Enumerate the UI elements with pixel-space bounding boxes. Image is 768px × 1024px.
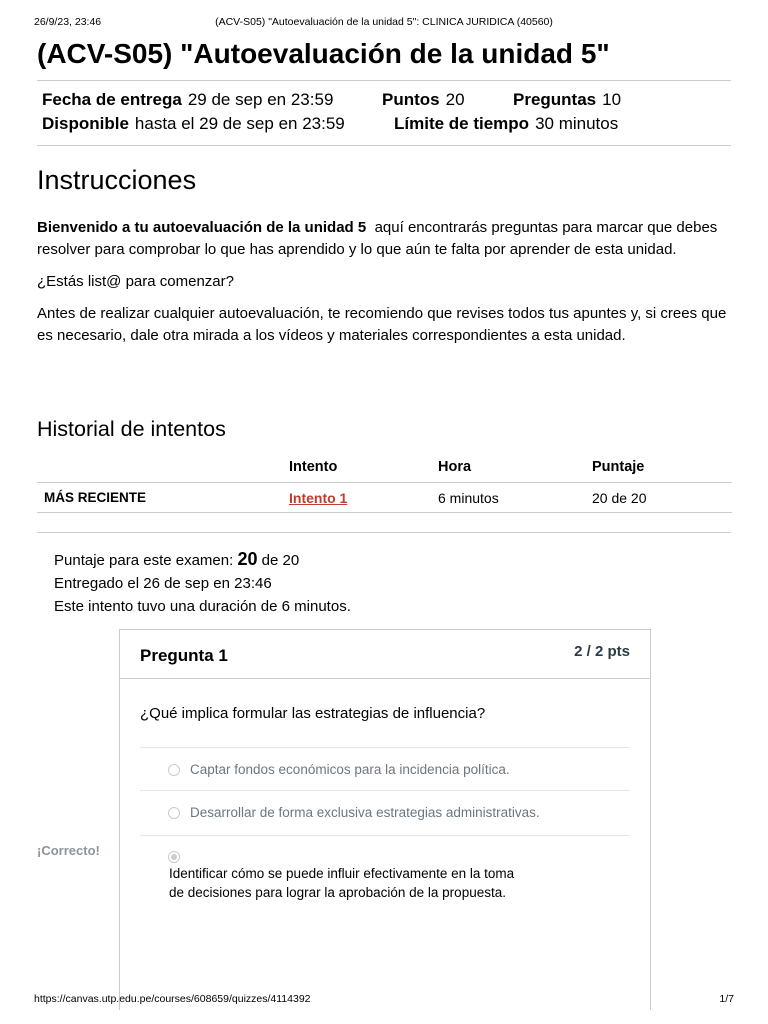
meta-time-limit bbox=[394, 114, 618, 134]
history-col-attempt: Intento bbox=[289, 452, 438, 483]
meta-divider bbox=[37, 145, 731, 146]
answer-option[interactable] bbox=[140, 790, 630, 836]
instructions-heading: Instrucciones bbox=[37, 165, 197, 195]
meta-questions-value: 10 bbox=[602, 90, 622, 109]
instructions-intro-bold: Bienvenido a tu autoevaluación de la unidad 5 bbox=[37, 219, 367, 236]
answer-label: Desarrollar de forma exclusiva estrategias administrativas. bbox=[190, 805, 540, 820]
meta-available-value: hasta el 29 de sep en 23:59 bbox=[134, 114, 345, 133]
submitted-line: Entregado el 26 de sep en 23:46 bbox=[54, 575, 272, 592]
quiz-title: (ACV-S05) "Autoevaluación de la unidad 5" bbox=[37, 38, 610, 69]
meta-due-value: 29 de sep en 23:59 bbox=[187, 90, 334, 109]
history-heading: Historial de intentos bbox=[37, 417, 226, 441]
meta-time-limit-value: 30 minutos bbox=[535, 114, 619, 133]
print-footer bbox=[34, 993, 734, 1007]
correct-tag: ¡Correcto! bbox=[37, 843, 104, 858]
print-header bbox=[34, 16, 734, 30]
instructions-intro-rest: aquí encontrarás preguntas para marcar que debes resolver para comprobar lo que has aprendido y lo que aún te falta por aprender de esta unidad. bbox=[37, 219, 718, 258]
score-value: 20 bbox=[237, 549, 258, 569]
history-col-label bbox=[37, 452, 289, 483]
meta-available bbox=[42, 114, 345, 134]
history-row-label: MÁS RECIENTE bbox=[37, 483, 289, 513]
print-date: 26/9/23, 23:46 bbox=[34, 16, 102, 28]
table-row bbox=[37, 483, 732, 513]
question-name: Pregunta 1 bbox=[140, 646, 228, 665]
meta-questions-label: Preguntas bbox=[513, 90, 597, 109]
print-url: https://canvas.utp.edu.pe/courses/608659/quizzes/4114392 bbox=[34, 993, 311, 1005]
question-points: 2 / 2 pts bbox=[574, 643, 630, 660]
score-label: Puntaje para este examen: bbox=[54, 552, 234, 569]
radio-selected-icon bbox=[168, 851, 180, 863]
title-divider bbox=[37, 80, 731, 81]
meta-due-label: Fecha de entrega bbox=[42, 90, 182, 109]
radio-icon bbox=[168, 807, 180, 819]
history-col-score: Puntaje bbox=[592, 452, 732, 483]
answer-option-correct[interactable] bbox=[140, 835, 630, 916]
history-row-attempt-cell bbox=[289, 483, 438, 513]
instructions-paragraph bbox=[37, 217, 728, 261]
meta-available-label: Disponible bbox=[42, 114, 129, 133]
question-card bbox=[119, 629, 651, 1010]
print-doc-title: (ACV-S05) "Autoevaluación de la unidad 5": CLINICA JURIDICA (40560) bbox=[215, 16, 553, 28]
score-summary bbox=[54, 548, 351, 618]
question-text: ¿Qué implica formular las estrategias de influencia? bbox=[140, 705, 486, 722]
meta-time-limit-label: Límite de tiempo bbox=[394, 114, 530, 133]
meta-questions bbox=[513, 90, 621, 110]
meta-due bbox=[42, 90, 333, 110]
attempt-link[interactable]: Intento 1 bbox=[289, 489, 348, 506]
history-bottom-divider bbox=[37, 532, 731, 533]
radio-icon bbox=[168, 764, 180, 776]
history-row-score: 20 de 20 bbox=[592, 483, 732, 513]
instructions-body bbox=[37, 217, 728, 357]
history-header-row bbox=[37, 452, 732, 483]
answer-option[interactable] bbox=[140, 747, 630, 791]
duration-line: Este intento tuvo una duración de 6 minutos. bbox=[54, 598, 351, 615]
history-table bbox=[37, 452, 732, 513]
history-col-time: Hora bbox=[438, 452, 592, 483]
history-row-time: 6 minutos bbox=[438, 483, 592, 513]
instructions-paragraph: ¿Estás list@ para comenzar? bbox=[37, 273, 234, 290]
instructions-paragraph: Antes de realizar cualquier autoevaluación, te recomiendo que revises todos tus apuntes y, si crees que es necesario, dale otra mirada a los vídeos y materiales correspondientes a esta unidad. bbox=[37, 305, 727, 344]
score-total: de 20 bbox=[261, 552, 300, 569]
answer-label: Identificar cómo se puede influir efectivamente en la toma de decisiones para lograr la aprobación de la propuesta. bbox=[169, 866, 515, 900]
meta-points bbox=[382, 90, 465, 110]
answer-label: Captar fondos económicos para la incidencia política. bbox=[190, 762, 510, 777]
meta-points-label: Puntos bbox=[382, 90, 440, 109]
score-line bbox=[54, 548, 351, 572]
print-page-number: 1/7 bbox=[719, 993, 734, 1005]
question-header bbox=[120, 630, 650, 679]
meta-points-value: 20 bbox=[445, 90, 465, 109]
